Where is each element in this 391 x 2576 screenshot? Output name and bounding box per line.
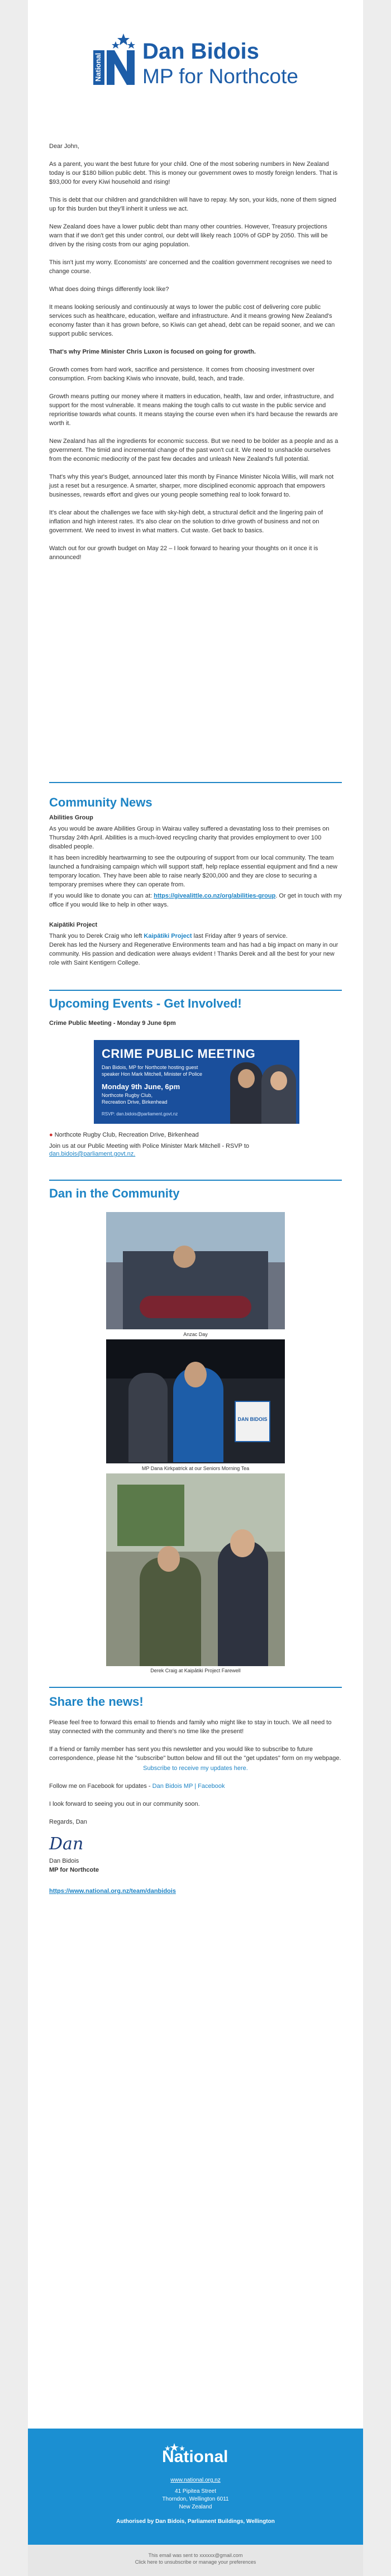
share-paragraph: I look forward to seeing you out in our community soon. — [49, 1801, 200, 1807]
facebook-link[interactable]: Dan Bidois MP | Facebook — [152, 1783, 225, 1790]
letter — [28, 142, 363, 562]
sign-text: DAN BIDOIS — [237, 1416, 268, 1422]
website-row — [49, 1887, 342, 1896]
community-section — [28, 1180, 363, 1201]
regards: Regards, Dan — [49, 1819, 87, 1825]
kaipatiki-heading: Kaipātiki Project — [49, 922, 98, 928]
letter-paragraph: It means looking seriously and continuously at ways to lower the public cost of delivering core public services such as healthcare, education, welfare and infrastructure. And it means growing New Zealand's economy faster than it has grown before, so Kiwis can get ahead, debt can be repaid sooner, and we can support public services. — [49, 304, 335, 337]
donate-text: If you would like to donate you can at: — [49, 893, 152, 899]
letter-paragraph: Growth comes from hard work, sacrifice and persistence. It comes from choosing investment over consumption. From backing Kiwis who innovate, build, teach, and trade. — [49, 366, 315, 382]
letter-paragraph: That's why this year's Budget, announced later this month by Finance Minister Nicola Willis, will mark not just a reset but a resurgence. A smarter, sharper, more disciplined economic approach that empowers businesses, rewards effort and gives our young people something real to look forward to. — [49, 474, 334, 498]
letter-paragraph: New Zealand does have a lower public debt than many other countries. However, Treasury projections warn that if we don't get this under control, our debt will likely reach 100% of GDP by 2050. This will be driven by the rising costs from our aging population. — [49, 223, 328, 248]
photo-caption: Derek Craig at Kaipātiki Project Farewell — [150, 1668, 241, 1673]
signature-title: MP for Northcote — [49, 1867, 99, 1873]
community-news-title: Community News — [49, 795, 152, 809]
speaker-face — [270, 1071, 287, 1090]
letter-paragraph: This isn't just my worry. Economists' are concerned and the coalition government recognises we need to change course. — [49, 259, 332, 275]
divider — [49, 1687, 342, 1688]
footer-bottom — [28, 2545, 363, 2576]
donate-text-after: . Or get in touch with my office if you would like to help in other ways. — [49, 893, 342, 908]
event-heading: Crime Public Meeting - Monday 9 June 6pm — [49, 1020, 176, 1027]
national-logo — [92, 32, 136, 86]
footer-address: New Zealand — [179, 2504, 212, 2510]
abilities-donate — [49, 891, 342, 909]
photo-caption: Anzac Day — [183, 1332, 208, 1337]
greeting: Dear John, — [49, 143, 79, 150]
photo-caption: MP Dana Kirkpatrick at our Seniors Morning Tea — [141, 1466, 250, 1471]
abilities-paragraph: It has been incredibly heartwarming to see the outpouring of support from our local community. The team launched a fundraising campaign which will support staff, help replace essential equipment and find a new temporary location. They have been able to raise nearly $200,000 and they are close to securing a temporary premises where they can operate from. — [49, 855, 337, 888]
share-paragraph: If a friend or family member has sent you this newsletter and you would like to subscribe to future correspondence, please hit the "subscribe" button below and fill out the "get updates" form on my webpage. — [49, 1746, 341, 1762]
header — [28, 0, 363, 117]
banner-sub: Dan Bidois, MP for Northcote hosting guest — [102, 1065, 198, 1070]
footer-address: 41 Pipitea Street — [175, 2488, 216, 2494]
abilities-paragraph: As you would be aware Abilities Group in Wairau valley suffered a devastating loss to their premises on Thursday 24th April. Abilities is a much-loved recycling charity that provides employment to over 100 disabled people. — [49, 826, 330, 850]
event-banner — [94, 1040, 299, 1124]
givealittle-link[interactable]: https://givealittle.co.nz/org/abilities-group — [154, 893, 276, 899]
letter-paragraph: This is debt that our children and grandchildren will have to repay. My son, your kids, none of them signed up for this burden but they'll inherit it unless we act. — [49, 197, 337, 212]
footer-website-link[interactable]: www.national.org.nz — [170, 2477, 221, 2483]
event-join: Join us at our Public Meeting with Police Minister Mark Mitchell - RSVP to — [49, 1143, 250, 1149]
event-location — [49, 1130, 342, 1139]
party-name-vertical: National — [94, 53, 102, 82]
letter-paragraph: It's clear about the challenges we face with sky-high debt, a structural deficit and the lingering pain of inflation and high interest rates. It's also clear on the solution to drive growth of business and not on government. We need to invest in what matters. Cut waste. Get back to basics. — [49, 509, 323, 534]
events-section — [28, 990, 363, 1157]
events-title: Upcoming Events - Get Involved! — [49, 996, 242, 1010]
banner-date: Monday 9th June, 6pm — [102, 1082, 180, 1091]
banner-venue: Recreation Drive, Birkenhead — [102, 1099, 168, 1105]
divider — [49, 782, 342, 783]
letter-paragraph: What does doing things differently look like? — [49, 286, 169, 293]
kaipatiki-text: Thank you to Derek Craig who left — [49, 933, 142, 939]
divider — [49, 990, 342, 991]
footer-logo — [162, 2442, 229, 2464]
anzac-day-photo — [106, 1212, 285, 1329]
website-link[interactable]: https://www.national.org.nz/team/danbidois — [49, 1888, 176, 1895]
subscribe-link[interactable]: Subscribe to receive my updates here. — [143, 1765, 248, 1772]
mp-title: MP for Northcote — [142, 65, 298, 88]
letter-paragraph: Watch out for our growth budget on May 22 – I look forward to hearing your thoughts on it once it is announced! — [49, 545, 318, 561]
farewell-photo — [106, 1473, 285, 1666]
kaipatiki-text-after: last Friday after 9 years of service. — [193, 933, 288, 939]
signature-image: Dan — [49, 1834, 84, 1854]
divider — [49, 1180, 342, 1181]
footer — [28, 2429, 363, 2545]
seniors-morning-tea-photo — [106, 1339, 285, 1463]
share-paragraph: Please feel free to forward this email to friends and family who might like to stay in touch. We all need to stay connected with the community and there's no time like the present! — [49, 1719, 332, 1735]
kaipatiki-paragraph — [49, 932, 342, 941]
abilities-heading: Abilities Group — [49, 814, 93, 821]
signature-name: Dan Bidois — [49, 1858, 79, 1864]
kaipatiki-link[interactable]: Kaipātiki Project — [144, 933, 192, 939]
mp-name: Dan Bidois — [142, 39, 259, 64]
bold-statement: That's why Prime Minister Chris Luxon is focused on going for growth. — [49, 349, 256, 355]
share-section — [28, 1687, 363, 1896]
letter-paragraph: As a parent, you want the best future for your child. One of the most sobering numbers in New Zealand today is our $180 billion public debt. This is money our government owes to mostly foreign lenders. That is $93,000 for every Kiwi household and rising! — [49, 161, 338, 185]
footer-brand: National — [162, 2448, 228, 2466]
banner-venue: Northcote Rugby Club, — [102, 1093, 153, 1098]
footer-authorised: Authorised by Dan Bidois, Parliament Buildings, Wellington — [116, 2518, 275, 2525]
share-title: Share the news! — [49, 1695, 144, 1709]
speaker-face — [238, 1069, 255, 1088]
facebook-row — [49, 1782, 342, 1791]
letter-paragraph: Growth means putting our money where it matters in education, health, law and order, infrastructure, and support for the most vulnerable. It means making the tough calls to cut waste in the public service and reprioritise towards what counts. It means staying the course even when it's hard because the rewards are worth it. — [49, 393, 338, 427]
letter-paragraph: New Zealand has all the ingredients for economic success. But we need to be bolder as a people and as a government. The timid and incremental change of the past won't cut it. We need to unshackle ourselves from the economic mediocrity of the past few decades and unleash New Zealand's full potential. — [49, 438, 338, 462]
footer-address: Thorndon, Wellington 6011 — [162, 2496, 229, 2502]
subscribe-row — [49, 1764, 342, 1773]
community-title: Dan in the Community — [49, 1186, 180, 1200]
banner-sub: speaker Hon Mark Mitchell, Minister of Police — [102, 1071, 203, 1077]
map-pin-icon: ● — [49, 1132, 53, 1138]
banner-rsvp: RSVP: dan.bidois@parliament.govt.nz — [102, 1112, 178, 1117]
facebook-text: Follow me on Facebook for updates - — [49, 1783, 151, 1790]
kaipatiki-paragraph: Derek has led the Nursery and Regenerative Environments team and has had a big impact on many in our community. His passion and dedication were always evident ! Thanks Derek and all the best for your new role with Saint Kentigern College. — [49, 942, 338, 966]
event-location-text: Northcote Rugby Club, Recreation Drive, Birkenhead — [54, 1132, 199, 1138]
community-news-section — [28, 782, 363, 967]
sent-to-text: This email was sent to xxxxxx@gmail.com — [148, 2553, 243, 2558]
banner-headline: CRIME PUBLIC MEETING — [102, 1047, 256, 1061]
unsubscribe-link[interactable]: Click here to unsubscribe or manage your preferences — [135, 2559, 256, 2565]
email-body — [28, 0, 363, 2576]
rsvp-email-link[interactable]: dan.bidois@parliament.govt.nz. — [49, 1151, 136, 1157]
